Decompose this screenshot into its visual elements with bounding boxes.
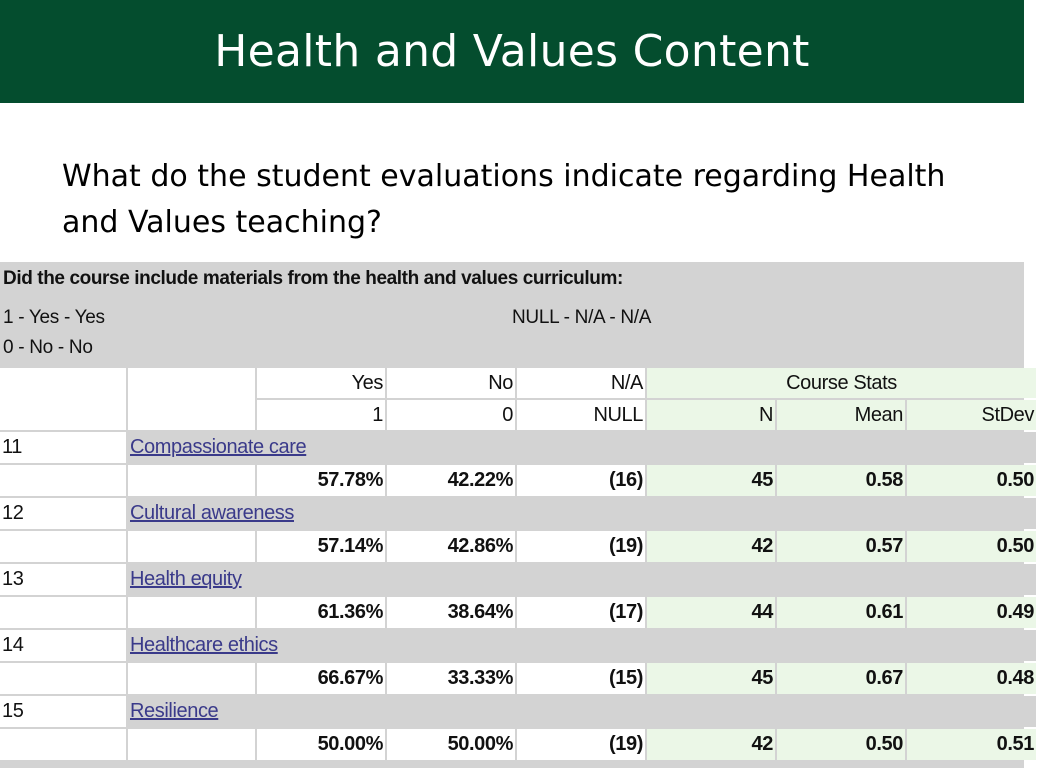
item-label-row [0, 696, 1036, 727]
header-stdev: StDev [907, 400, 1036, 430]
header-no-code: 0 [387, 400, 515, 430]
value-blank-id [0, 531, 126, 562]
header-blank-id [0, 368, 126, 430]
value-na: (16) [517, 465, 645, 496]
value-stdev: 0.48 [907, 663, 1036, 694]
header-yes-code: 1 [257, 400, 385, 430]
header-mean: Mean [777, 400, 905, 430]
value-blank-name [128, 597, 255, 628]
value-na: (19) [517, 531, 645, 562]
value-n: 45 [647, 465, 775, 496]
value-yes: 61.36% [257, 597, 385, 628]
value-stdev: 0.50 [907, 465, 1036, 496]
item-link[interactable]: Health equity [130, 568, 242, 590]
value-blank-name [128, 465, 255, 496]
value-yes: 57.14% [257, 531, 385, 562]
item-name-cell [128, 498, 1036, 529]
header-row-labels [0, 368, 1036, 398]
value-na: (17) [517, 597, 645, 628]
header-na: N/A [517, 368, 645, 398]
item-link[interactable]: Compassionate care [130, 436, 307, 458]
legend-yes: 1 - Yes - Yes [3, 307, 105, 328]
item-id: 13 [0, 564, 126, 595]
value-mean: 0.61 [777, 597, 905, 628]
item-label-row [0, 630, 1036, 661]
value-blank-id [0, 465, 126, 496]
value-n: 45 [647, 663, 775, 694]
value-stdev: 0.49 [907, 597, 1036, 628]
item-value-row [0, 597, 1036, 628]
item-value-row [0, 663, 1036, 694]
item-id: 15 [0, 696, 126, 727]
item-id: 14 [0, 630, 126, 661]
value-blank-name [128, 663, 255, 694]
slide-title: Health and Values Content [214, 26, 810, 77]
value-na: (15) [517, 663, 645, 694]
value-mean: 0.50 [777, 729, 905, 760]
header-no: No [387, 368, 515, 398]
item-label-row [0, 498, 1036, 529]
value-yes: 66.67% [257, 663, 385, 694]
header-na-code: NULL [517, 400, 645, 430]
legend-no: 0 - No - No [3, 337, 93, 358]
evaluation-report [0, 262, 1034, 768]
value-no: 42.86% [387, 531, 515, 562]
value-mean: 0.58 [777, 465, 905, 496]
item-id: 12 [0, 498, 126, 529]
value-stdev: 0.51 [907, 729, 1036, 760]
value-na: (19) [517, 729, 645, 760]
value-no: 33.33% [387, 663, 515, 694]
value-blank-id [0, 729, 126, 760]
value-mean: 0.67 [777, 663, 905, 694]
item-name-cell [128, 564, 1036, 595]
item-value-row [0, 729, 1036, 760]
item-id: 11 [0, 432, 126, 463]
results-table-body [0, 368, 1036, 760]
value-no: 38.64% [387, 597, 515, 628]
item-link[interactable]: Resilience [130, 700, 219, 722]
item-label-row [0, 432, 1036, 463]
value-yes: 50.00% [257, 729, 385, 760]
header-n: N [647, 400, 775, 430]
item-label-row [0, 564, 1036, 595]
value-blank-id [0, 663, 126, 694]
header-course-stats: Course Stats [647, 368, 1036, 398]
value-no: 50.00% [387, 729, 515, 760]
header-yes: Yes [257, 368, 385, 398]
value-blank-name [128, 531, 255, 562]
item-name-cell [128, 696, 1036, 727]
item-link[interactable]: Healthcare ethics [130, 634, 278, 656]
value-no: 42.22% [387, 465, 515, 496]
value-mean: 0.57 [777, 531, 905, 562]
value-blank-id [0, 597, 126, 628]
slide-question: What do the student evaluations indicate regarding Health and Values teaching? [62, 159, 946, 240]
value-stdev: 0.50 [907, 531, 1036, 562]
item-link[interactable]: Cultural awareness [130, 502, 294, 524]
item-name-cell [128, 630, 1036, 661]
report-question: Did the course include materials from the health and values curriculum: [3, 268, 623, 289]
header-blank-name [128, 368, 255, 430]
value-blank-name [128, 729, 255, 760]
value-n: 42 [647, 729, 775, 760]
value-yes: 57.78% [257, 465, 385, 496]
value-n: 42 [647, 531, 775, 562]
item-value-row [0, 465, 1036, 496]
value-n: 44 [647, 597, 775, 628]
results-table [0, 366, 1038, 762]
legend-null: NULL - N/A - N/A [512, 307, 652, 328]
item-name-cell [128, 432, 1036, 463]
item-value-row [0, 531, 1036, 562]
